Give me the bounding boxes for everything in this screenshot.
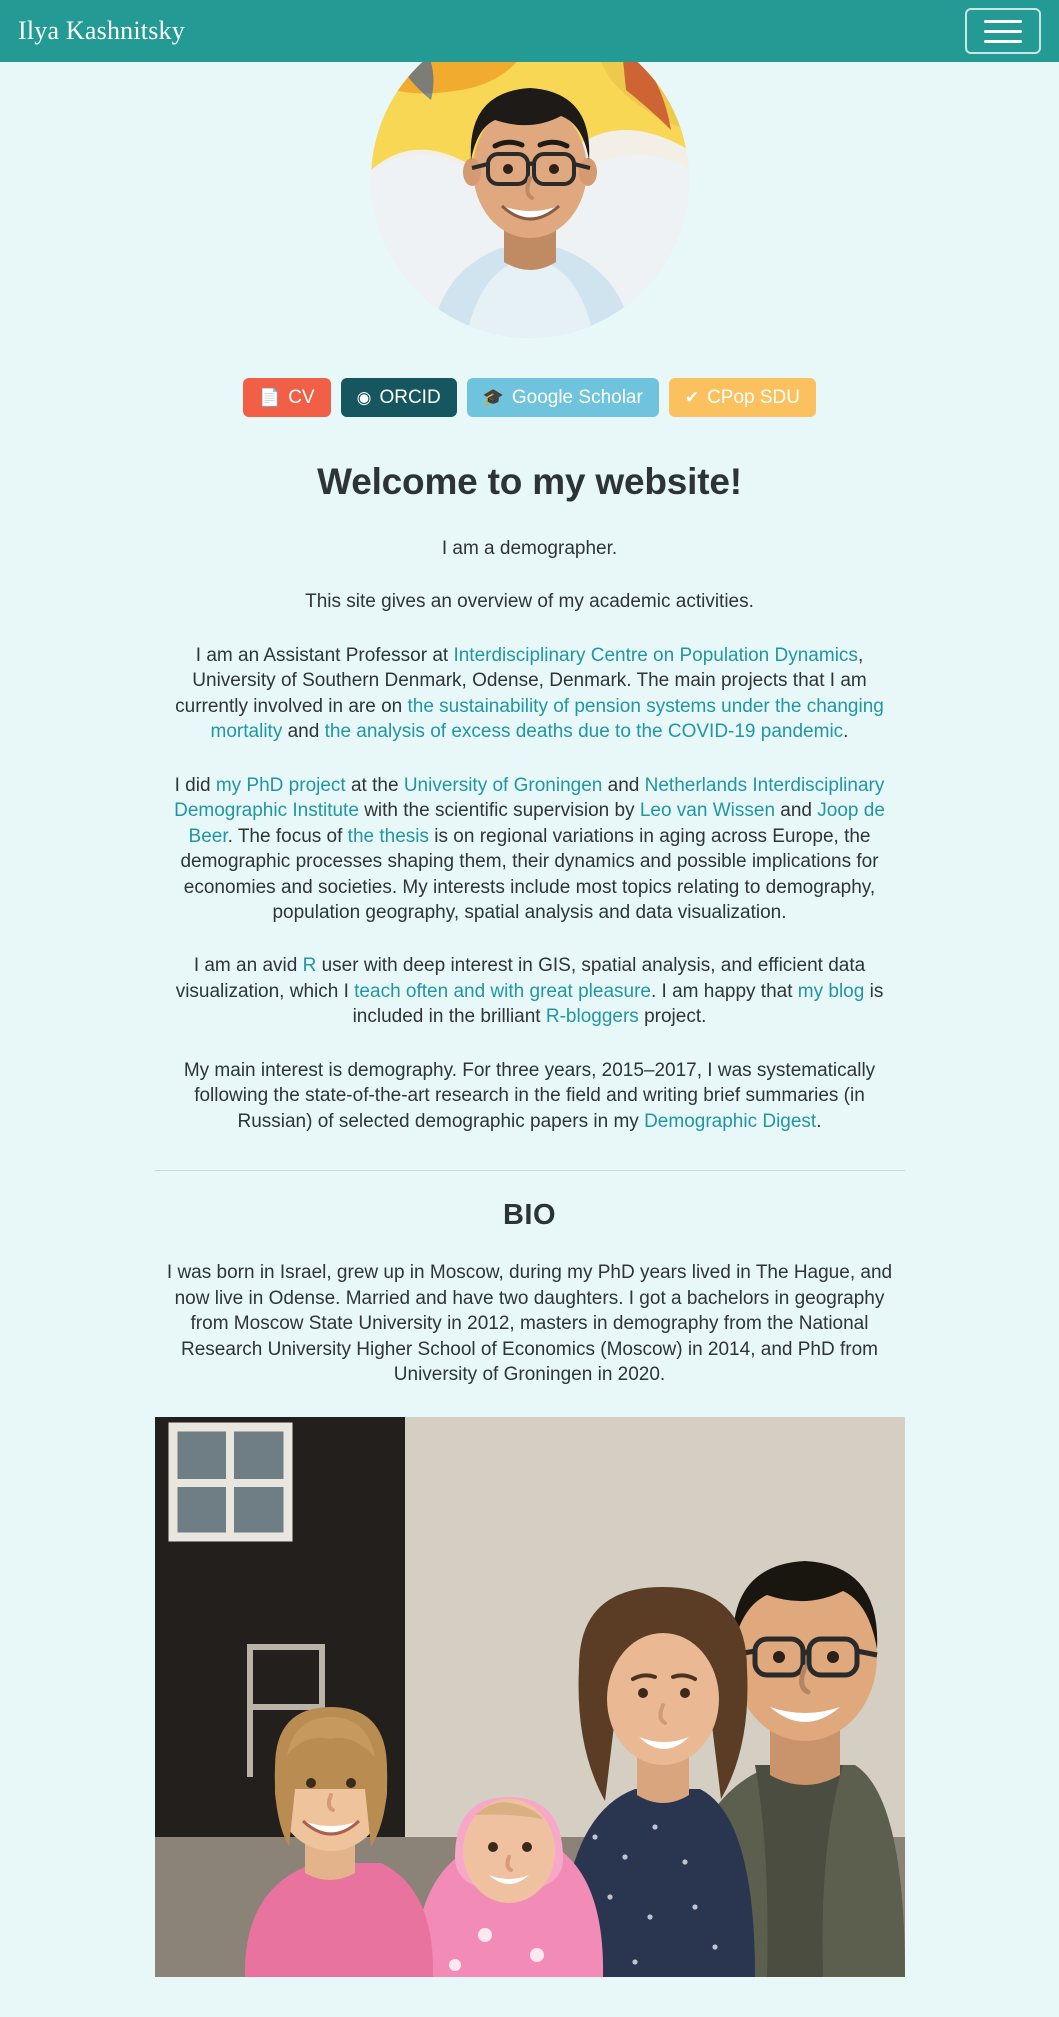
link-r[interactable]: R	[302, 955, 317, 977]
avatar	[371, 20, 689, 338]
link-covid-project[interactable]: the analysis of excess deaths due to the COVID-19 pandemic	[324, 721, 844, 743]
link-nidi[interactable]: Netherlands Interdisciplinary Demographic Institute	[174, 774, 885, 822]
p3-text-2: user with deep interest in GIS, spatial analysis, and efficient data visualization, which I	[175, 955, 866, 1002]
badge-orcid-label: ORCID	[379, 387, 441, 408]
link-demographic-digest[interactable]: Demographic Digest	[644, 1110, 817, 1132]
p4-text-2: .	[816, 1110, 822, 1132]
p2-text-1: I did	[174, 774, 216, 796]
hamburger-menu-icon[interactable]	[965, 8, 1041, 54]
avatar-container	[155, 56, 905, 338]
page-title: Welcome to my website!	[317, 461, 742, 502]
orcid-icon: ◉	[356, 388, 372, 407]
link-cpop[interactable]: Interdisciplinary Centre on Population Dynamics	[453, 644, 858, 666]
badge-cpop-sdu-label: CPop SDU	[707, 387, 800, 408]
section-divider	[155, 1170, 905, 1171]
link-thesis[interactable]: the thesis	[347, 825, 429, 847]
check-circle-icon: ✔	[684, 388, 700, 407]
p1-text-3: and	[282, 721, 325, 743]
p2-text-7: is on regional variations in aging across Europe, the demographic processes shaping them, their dynamics and possible implications for economies and societies. My interests include most topics relating to demography, population geography, spatial analysis and data visualization.	[180, 825, 879, 923]
badge-orcid[interactable]	[341, 378, 457, 417]
tagline: I am a demographer.	[441, 538, 618, 559]
p2-text-6: . The focus of	[227, 825, 348, 847]
link-joop-de-beer[interactable]: Joop de Beer	[188, 800, 885, 847]
menu-bar-1	[984, 20, 1022, 23]
file-icon: 📄	[259, 388, 281, 407]
link-university-groningen[interactable]: University of Groningen	[403, 774, 603, 796]
p3-text-1: I am an avid	[193, 955, 303, 977]
paragraph-digest	[155, 1058, 905, 1134]
p1-text-1: I am an Assistant Professor at	[195, 644, 454, 666]
paragraph-position	[155, 643, 905, 745]
graduation-cap-icon: 🎓	[482, 388, 504, 407]
p2-text-2: at the	[345, 774, 404, 796]
menu-bar-3	[984, 40, 1022, 43]
link-my-blog[interactable]: my blog	[797, 980, 865, 1002]
site-header	[0, 0, 1059, 62]
p2-text-5: and	[775, 800, 818, 822]
link-phd-project[interactable]: my PhD project	[215, 774, 346, 796]
link-leo-van-wissen[interactable]: Leo van Wissen	[639, 800, 776, 822]
p1-text-4: .	[843, 721, 849, 743]
p3-text-5: project.	[638, 1006, 707, 1028]
subtagline: This site gives an overview of my academic activities.	[305, 591, 754, 613]
p3-text-4: is included in the brilliant	[352, 980, 884, 1028]
menu-bar-2	[984, 30, 1022, 33]
badge-cpop-sdu[interactable]	[669, 378, 816, 417]
bio-heading: BIO	[502, 1199, 557, 1232]
badge-cv[interactable]	[243, 378, 331, 417]
profile-link-badges	[155, 378, 905, 417]
link-pension-project[interactable]: the sustainability of pension systems under the changing mortality	[210, 695, 884, 743]
p4-text-1: My main interest is demography. For three years, 2015–2017, I was systematically following the state-of-the-art research in the field and writing brief summaries (in Russian) of selected demographic papers in my	[183, 1059, 876, 1132]
paragraph-phd	[155, 773, 905, 926]
badge-google-scholar[interactable]	[467, 378, 659, 417]
site-brand[interactable]: Ilya Kashnitsky	[18, 16, 185, 45]
badge-google-scholar-label: Google Scholar	[511, 387, 643, 408]
p1-text-2: , University of Southern Denmark, Odense, Denmark. The main projects that I am currently involved in are on	[175, 644, 867, 717]
family-photo	[155, 1417, 905, 1977]
page-content	[155, 56, 905, 2017]
bio-paragraph: I was born in Israel, grew up in Moscow, during my PhD years lived in The Hague, and now live in Odense. Married and have two daughters. I got a bachelors in geography from Moscow State University in 2012, masters in demography from the National Research University Higher School of Economics (Moscow) in 2014, and PhD from University of Groningen in 2020.	[166, 1262, 893, 1385]
link-r-bloggers[interactable]: R-bloggers	[545, 1006, 639, 1028]
badge-cv-label: CV	[288, 387, 315, 408]
link-teaching[interactable]: teach often and with great pleasure	[354, 980, 651, 1002]
p2-text-4: with the scientific supervision by	[358, 800, 640, 822]
paragraph-r-user	[155, 953, 905, 1029]
p3-text-3: . I am happy that	[650, 980, 798, 1002]
p2-text-3: and	[602, 774, 645, 796]
